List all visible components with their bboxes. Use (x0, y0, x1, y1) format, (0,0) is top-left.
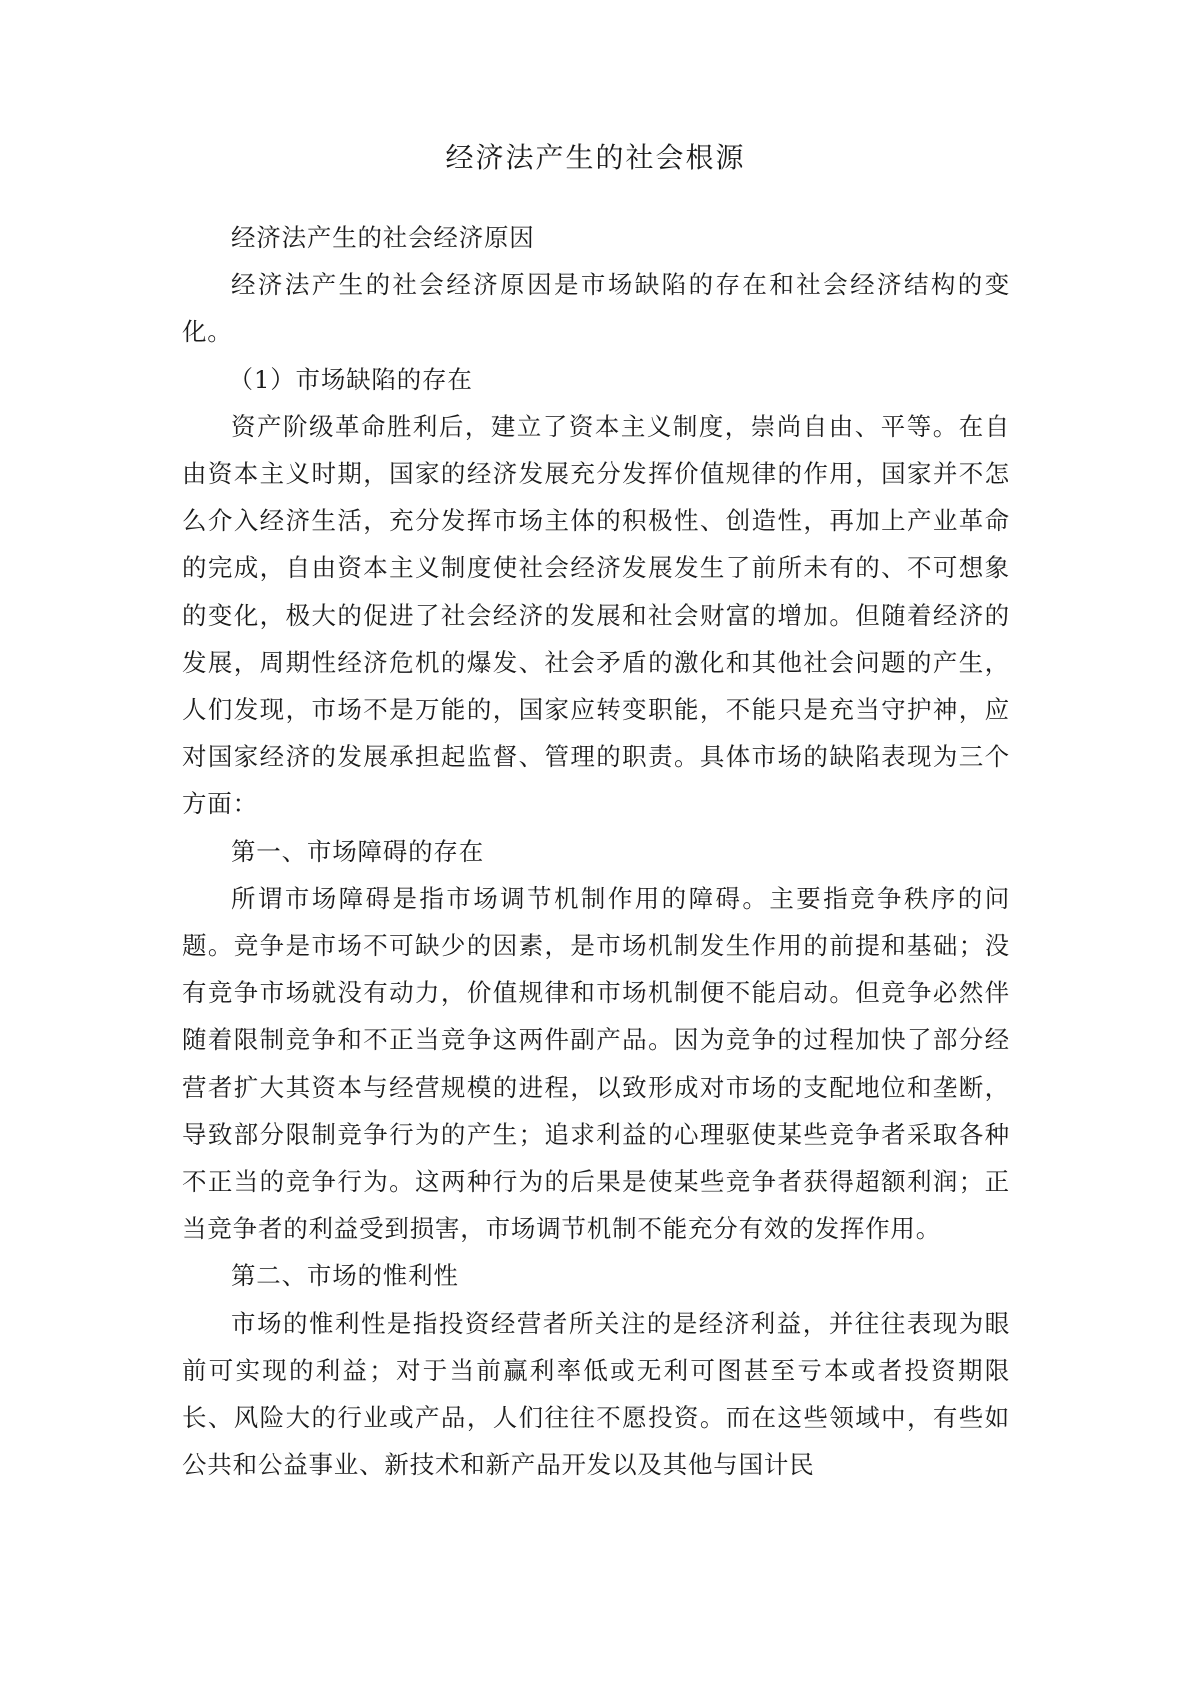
body-paragraph: 所谓市场障碍是指市场调节机制作用的障碍。主要指竞争秩序的问题。竞争是市场不可缺少的因素，是市场机制发生作用的前提和基础；没有竞争市场就没有动力，价值规律和市场机制便不能启动。但竞争必然伴随着限制竞争和不正当竞争这两件副产品。因为竞争的过程加快了部分经营者扩大其资本与经营规模的进程，以致形成对市场的支配地位和垄断，导致部分限制竞争行为的产生；追求利益的心理驱使某些竞争者采取各种不正当的竞争行为。这两种行为的后果是使某些竞争者获得超额利润；正当竞争者的利益受到损害，市场调节机制不能充分有效的发挥作用。 (182, 883, 1010, 1244)
subsection-heading: （1）市场缺陷的存在 (228, 364, 473, 394)
body-paragraph: 市场的惟利性是指投资经营者所关注的是经济利益，并往往表现为眼前可实现的利益；对于当前赢利率低或无利可图甚至亏本或者投资期限长、风险大的行业或产品，人们往往不愿投资。而在这些领域中，有些如公共和公益事业、新技术和新产品开发以及其他与国计民 (182, 1308, 1010, 1480)
body-paragraph: 资产阶级革命胜利后，建立了资本主义制度，崇尚自由、平等。在自由资本主义时期，国家的经济发展充分发挥价值规律的作用，国家并不怎么介入经济生活，充分发挥市场主体的积极性、创造性，再加上产业革命的完成，自由资本主义制度使社会经济发展发生了前所未有的、不可想象的变化，极大的促进了社会经济的发展和社会财富的增加。但随着经济的发展，周期性经济危机的爆发、社会矛盾的激化和其他社会问题的产生，人们发现，市场不是万能的，国家应转变职能，不能只是充当守护神，应对国家经济的发展承担起监督、管理的职责。具体市场的缺陷表现为三个方面： (182, 411, 1010, 819)
body-paragraph: 经济法产生的社会经济原因是市场缺陷的存在和社会经济结构的变化。 (182, 270, 1010, 347)
point-heading: 第一、市场障碍的存在 (231, 836, 484, 866)
section-heading: 经济法产生的社会经济原因 (231, 223, 535, 252)
point-heading: 第二、市场的惟利性 (231, 1261, 459, 1291)
document-body (182, 214, 1010, 1488)
document-title: 经济法产生的社会根源 (445, 141, 746, 174)
